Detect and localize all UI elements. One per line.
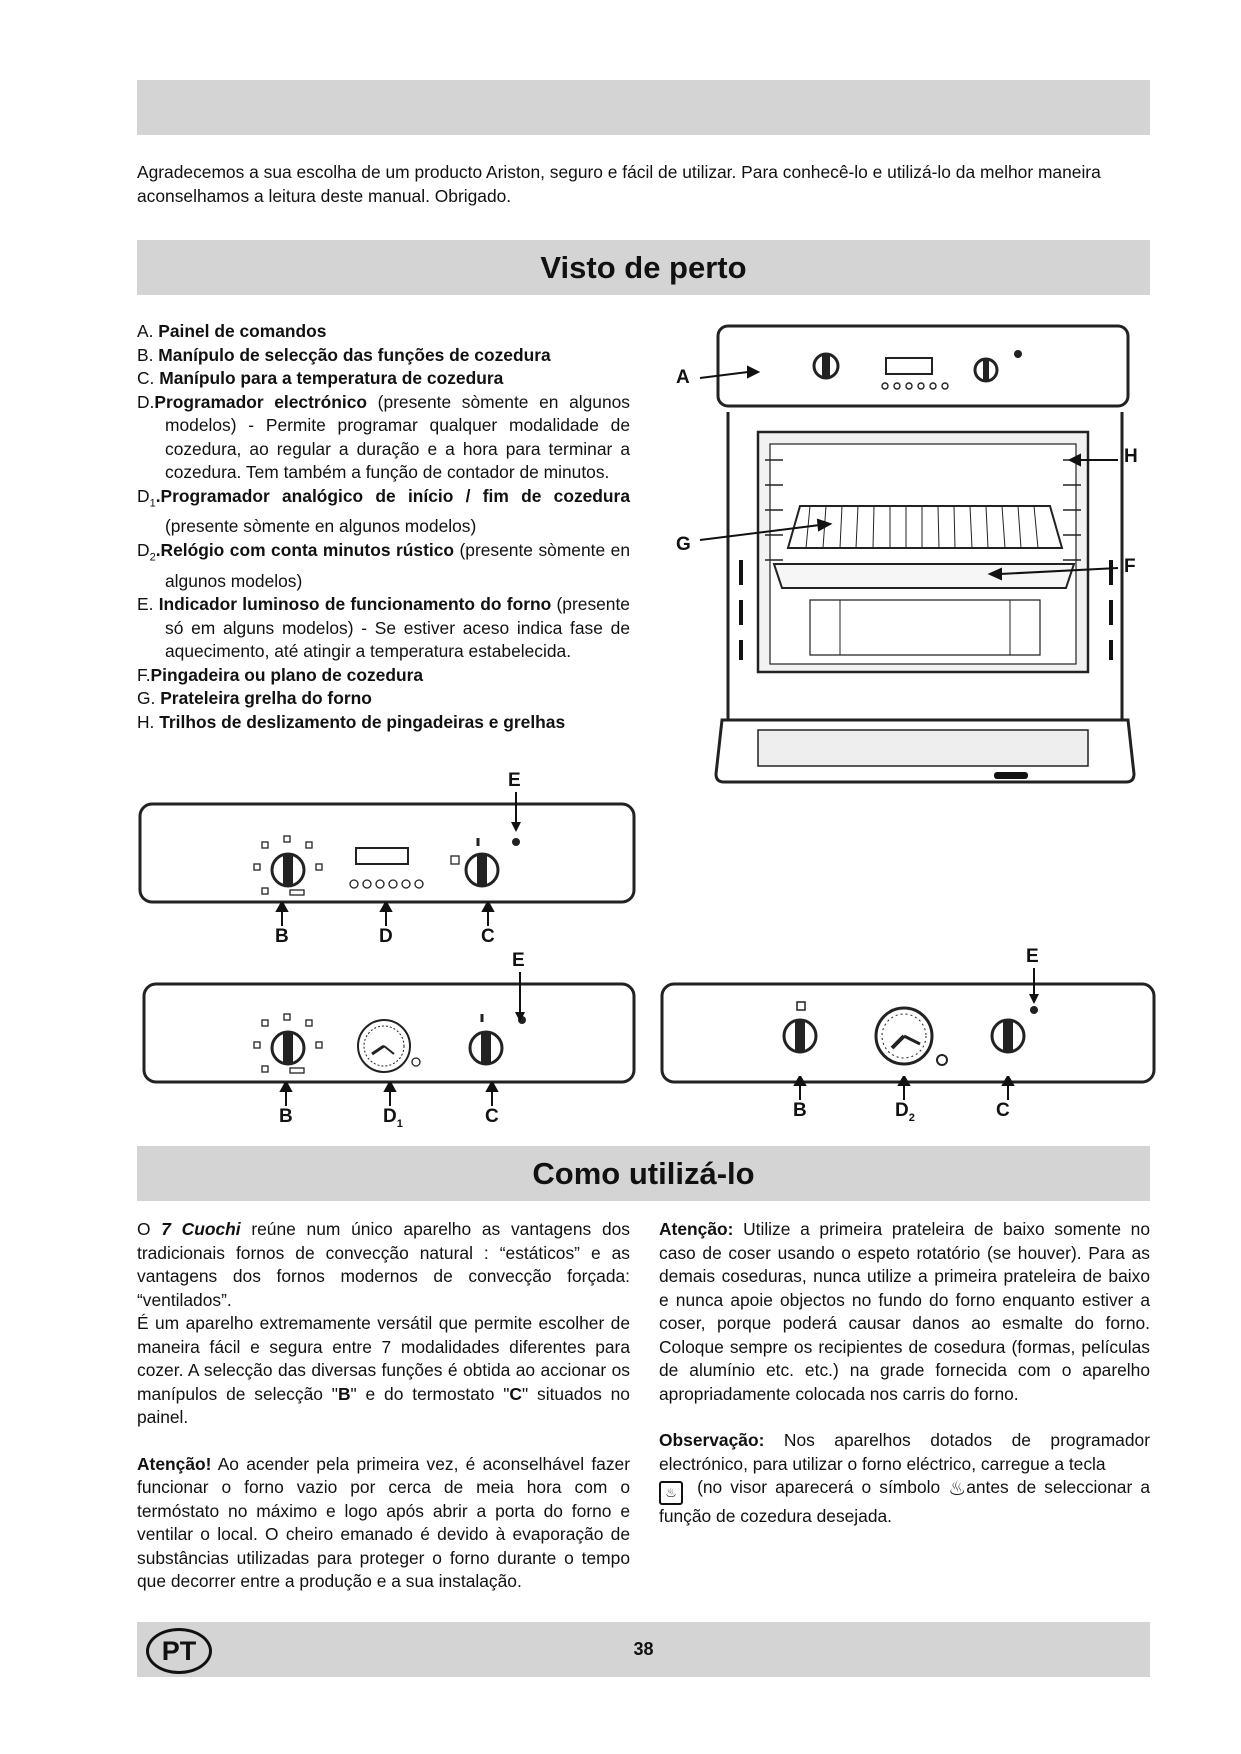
label-e-3: E [1026, 946, 1039, 967]
label-f: F [1124, 556, 1136, 577]
label-c-3: C [996, 1100, 1010, 1121]
how-to-use-left [137, 1218, 630, 1594]
label-b-1: B [275, 926, 289, 947]
intro-text: Agradecemos a sua escolha de um producto Ariston, seguro e fácil de utilizar. Para conhecê-lo e utilizá-lo da melhor maneira aconselhamos a leitura deste manual. Obrigado. [137, 162, 1101, 206]
header-bar [137, 80, 1150, 135]
parts-list [137, 320, 630, 734]
part-d2: $D_2.Relógio$ com conta minutos rústico (presente sòmente en algunos modelos) [137, 539, 630, 591]
how-to-use-right [659, 1218, 1150, 1529]
part-d1: $D_1.Programador$ analógico de início / fim de cozedura (presente sòmente en algunos modelos) [137, 485, 630, 537]
steam-symbol-icon: ♨ [948, 1478, 967, 1500]
oven-key-icon: ♨ [659, 1481, 683, 1505]
part-e: E. Indicador luminoso de funcionamento do forno (presente só em alguns modelos) - Se estiver aceso indica fase de aquecimento, até atingir a temperatura estabelecida. [137, 594, 630, 662]
part-c: C. Manípulo para a temperatura de cozedura [137, 368, 504, 388]
arrows-panel-3 [792, 1076, 1022, 1100]
part-b: B. Manípulo de selecção das funções de cozedura [137, 344, 551, 365]
arrow-e-1 [510, 792, 522, 832]
label-d1: $D_1$ [383, 1106, 403, 1130]
arrow-e-2 [514, 972, 526, 1022]
label-a: A [676, 367, 690, 388]
label-e-1: E [508, 770, 521, 791]
label-e-2: E [512, 950, 525, 971]
label-c-1: C [481, 926, 495, 947]
programmer-note: Observação: Nos aparelhos dotados de programador electrónico, para utilizar o forno eléctrico, carregue a tecla ♨ (no visor aparecerá o símbolo ♨antes de seleccionar a função de cozedura desejada. [659, 1430, 1150, 1526]
page-number: 38 [633, 1639, 654, 1659]
section-title-close-up: Visto de perto [137, 240, 1150, 295]
intro-paragraph: O 7 Cuochi reúne num único aparelho as vantagens dos tradicionais fornos de convecção natural : “estáticos” e as vantagens dos fornos modernos de convecção forçada: “ventilados”. [137, 1219, 630, 1310]
shelf-warning: Atenção: Utilize a primeira prateleira de baixo somente no caso de coser usando o espeto rotatório (se houver). Para as demais coseduras, nunca utilize a primeira prateleira de baixo e nunca apoie objectos no fundo do forno enquanto estiver a coser, porque poderá causar danos ao esmalte do forno. Coloque sempre os recipientes de cosedura (formas, películas de alumínio etc. etc.) na grade fornecida com o aparelho apropriadamente colocada nos carris do forno. [659, 1219, 1150, 1404]
section-title-how-to-use: Como utilizá-lo [137, 1146, 1150, 1201]
arrows-panel-1 [270, 902, 500, 926]
label-b-3: B [793, 1100, 807, 1121]
part-a: A. Painel de comandos [137, 321, 327, 341]
label-g: G [676, 534, 691, 555]
label-b-2: B [279, 1106, 293, 1127]
label-d2: $D_2$ [895, 1100, 915, 1124]
arrows-panel-2 [274, 1082, 504, 1106]
footer-bar [137, 1622, 1150, 1677]
label-c-2: C [485, 1106, 499, 1127]
first-use-warning: Atenção! Ao acender pela primeira vez, é aconselhável fazer funcionar o forno vazio por cerca de meia hora com o termóstato no máximo e logo após abrir a porta do forno e ventilar o local. O cheiro emanado é devido à evaporação de substâncias utilizadas para proteger o forno durante o tempo que decorrer entre a produção e a sua instalação. [137, 1453, 630, 1591]
label-d: D [379, 926, 393, 947]
versatile-paragraph: É um aparelho extremamente versátil que permite escolher de maneira fácil e segura entre 7 modalidades diferentes para cozer. A selecção das diversas funções é obtida ao accionar os manípulos de selecção "B" e do termostato "C" situados no painel. [137, 1313, 630, 1427]
label-h: H [1124, 446, 1138, 467]
part-d: D.Programador electrónico (presente sòmente en algunos modelos) - Permite programar qualquer modalidade de cozedura, ao regular a duração e a hora para terminar a cozedura. Tem também a função de contador de minutos. [137, 391, 630, 482]
language-badge: PT [146, 1628, 212, 1674]
part-g: G. Prateleira grelha do forno [137, 688, 372, 709]
part-f: F.Pingadeira ou plano de cozedura [137, 664, 424, 685]
part-h: H. Trilhos de deslizamento de pingadeiras e grelhas [137, 711, 566, 732]
arrow-e-3 [1028, 968, 1040, 1004]
oven-illustration [670, 320, 1170, 790]
